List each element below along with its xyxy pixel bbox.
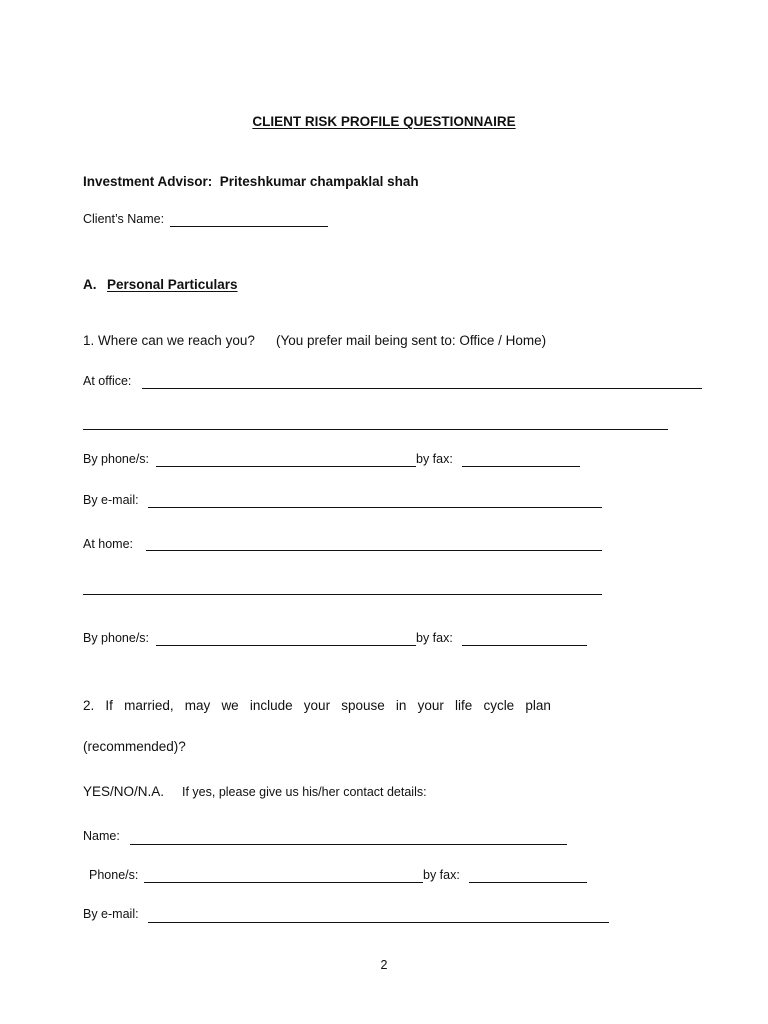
at-home-field-line-2[interactable] xyxy=(83,594,602,595)
spouse-name-field[interactable] xyxy=(130,844,567,845)
section-a-title: Personal Particulars xyxy=(107,277,238,292)
spouse-name-label: Name: xyxy=(83,829,120,843)
question-2-word: your xyxy=(303,698,331,713)
spouse-email-label: By e-mail: xyxy=(83,907,139,921)
advisor-label: Investment Advisor: xyxy=(83,174,213,189)
home-fax-label: by fax: xyxy=(416,631,453,645)
document-title: CLIENT RISK PROFILE QUESTIONNAIRE xyxy=(252,114,516,129)
spouse-options[interactable]: YES/NO/N.A. xyxy=(83,784,165,799)
question-2-word: your xyxy=(417,698,444,713)
question-2-text xyxy=(83,699,551,713)
spouse-email-field[interactable] xyxy=(148,922,609,923)
question-2-word: cycle xyxy=(483,698,515,713)
question-2-word: plan xyxy=(525,698,551,713)
section-a-letter: A. xyxy=(83,277,97,292)
office-email-label: By e-mail: xyxy=(83,493,139,507)
question-2-word: married, xyxy=(124,698,174,713)
question-2-word: If xyxy=(105,698,113,713)
home-phone-label: By phone/s: xyxy=(83,631,150,645)
page-number: 2 xyxy=(380,958,388,972)
question-2-word: spouse xyxy=(341,698,385,713)
at-office-field-line-2[interactable] xyxy=(83,429,668,430)
question-2-word: life xyxy=(455,698,473,713)
question-2-text-line-2: (recommended)? xyxy=(83,739,186,754)
at-office-field[interactable] xyxy=(142,388,702,389)
office-phone-label: By phone/s: xyxy=(83,452,150,466)
spouse-phone-label: Phone/s: xyxy=(89,868,139,882)
question-1-text: 1. Where can we reach you? xyxy=(83,333,255,348)
home-fax-field[interactable] xyxy=(462,645,587,646)
at-home-label: At home: xyxy=(83,537,134,551)
office-fax-field[interactable] xyxy=(462,466,580,467)
client-name-label: Client’s Name: xyxy=(83,212,165,226)
advisor-name: Priteshkumar champaklal shah xyxy=(219,174,419,189)
question-2-word: may xyxy=(184,698,211,713)
question-2-word: include xyxy=(249,698,293,713)
spouse-fax-label: by fax: xyxy=(423,868,460,882)
office-email-field[interactable] xyxy=(148,507,602,508)
at-office-label: At office: xyxy=(83,374,132,388)
advisor-line xyxy=(83,175,419,189)
question-2-word: we xyxy=(221,698,239,713)
question-1-note: (You prefer mail being sent to: Office / Home) xyxy=(276,333,547,348)
spouse-phone-field[interactable] xyxy=(144,882,423,883)
question-2-word: in xyxy=(395,698,407,713)
spouse-fax-field[interactable] xyxy=(469,882,587,883)
client-name-field[interactable] xyxy=(170,226,328,227)
spouse-prompt: If yes, please give us his/her contact details: xyxy=(182,785,427,799)
office-fax-label: by fax: xyxy=(416,452,453,466)
home-phone-field[interactable] xyxy=(156,645,416,646)
question-2-word: 2. xyxy=(83,698,95,713)
office-phone-field[interactable] xyxy=(156,466,416,467)
at-home-field[interactable] xyxy=(146,550,602,551)
